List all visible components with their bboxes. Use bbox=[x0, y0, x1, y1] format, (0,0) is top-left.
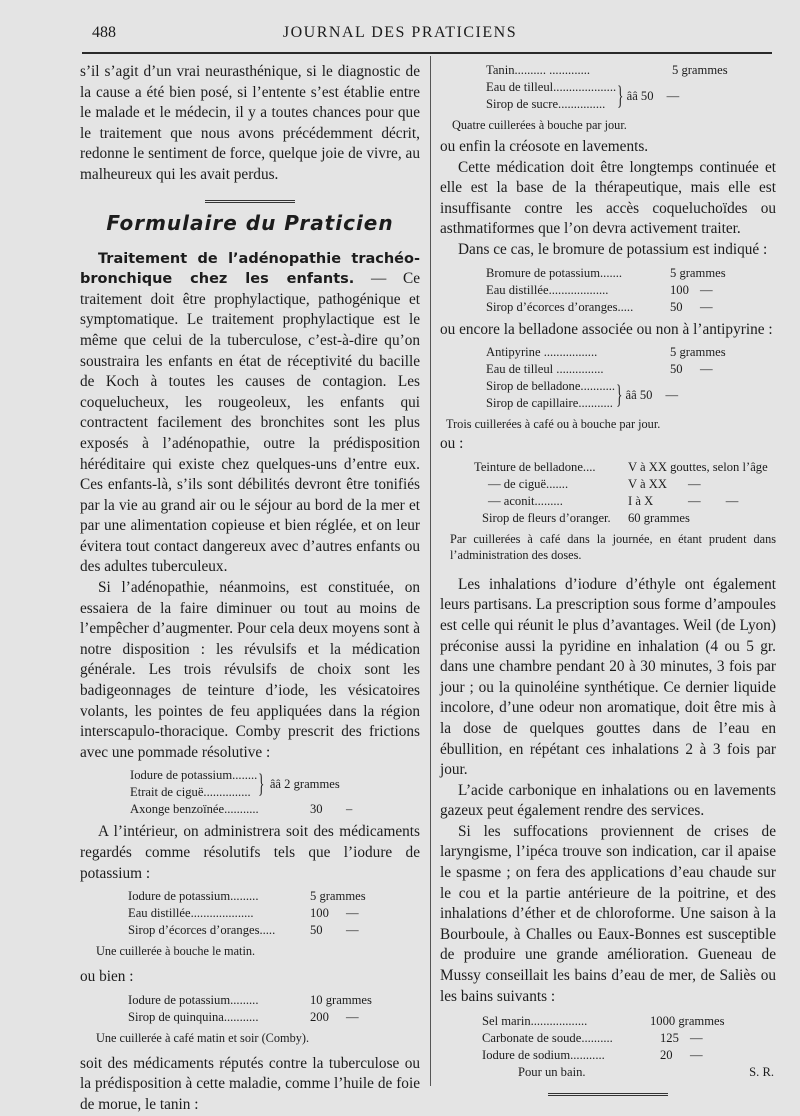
section-title: Formulaire du Praticien bbox=[106, 210, 394, 235]
prescription-quantity: 50 bbox=[670, 299, 683, 314]
prescription-note: Trois cuillerées à café ou à bouche par jour. bbox=[446, 417, 661, 432]
prescription-row bbox=[128, 905, 420, 922]
article-subhead: Traitement de l’adénopathie trachéo-bronchique chez les enfants. bbox=[80, 250, 420, 288]
brace-symbol: } bbox=[616, 380, 623, 410]
prescription-row bbox=[482, 1030, 776, 1047]
prescription-quantity: 5 grammes bbox=[672, 63, 728, 77]
prescription-ingredient: Sirop de fleurs d’oranger. bbox=[482, 510, 611, 525]
prescription-note: Par cuillerées à café dans la journée, en étant prudent dans l’administration des doses. bbox=[450, 531, 776, 562]
prescription-unit: — bbox=[346, 906, 359, 921]
header-rule bbox=[82, 52, 772, 54]
prescription-brace-group bbox=[486, 378, 776, 412]
paragraph: Les inhalations d’iodure d’éthyle ont également leurs partisans. La prescription sous forme d’ampoules est celle qui réunit le plus d’avantages. Weil (de Lyon) préconise aussi la pyridine en inhalation (4 ou 5 gr. dans une chambre pendant 20 à 30 minutes, 3 fois par jour ; ou la quinoléine synthétique. Ce dernier liquide incolore, d’une odeur non aromatique, doit être mis à la dose de quelques gouttes dans de l’eau en ébullition, en répétant ces inhalations 2 à 3 fois par jour. bbox=[440, 575, 776, 779]
prescription-4 bbox=[486, 62, 776, 113]
prescription-ingredient: — aconit......... bbox=[488, 493, 563, 508]
prescription-ingredient: Antipyrine ................. bbox=[486, 345, 598, 360]
prescription-3 bbox=[128, 992, 420, 1026]
prescription-ingredient: Tanin.......... ............. bbox=[486, 63, 591, 77]
prescription-unit: — bbox=[690, 1031, 703, 1046]
paragraph: Dans ce cas, le bromure de potassium est indiqué : bbox=[458, 240, 768, 258]
prescription-quantity: 5 grammes bbox=[310, 889, 366, 904]
paragraph: s’il s’agit d’un vrai neurasthénique, si le diagnostic de la cause a été bien posé, si l’entente s’est établie entre le malade et le médecin, il y a toutes chances pour que le traitement que nous avons précédemment décrit, redonne le sentiment de force, quelque joie de vivre, au malheureux qui les avait perdus. bbox=[80, 63, 420, 183]
prescription-quantity: 100 bbox=[310, 906, 329, 921]
prescription-7 bbox=[474, 459, 776, 527]
prescription-quantity: 100 bbox=[670, 282, 689, 297]
prescription-unit: — bbox=[700, 282, 713, 297]
prescription-1 bbox=[130, 767, 420, 818]
prescription-ingredient: Sel marin.................. bbox=[482, 1014, 588, 1029]
prescription-quantity: ââ 50 bbox=[626, 88, 654, 103]
journal-title: JOURNAL DES PRATICIENS bbox=[282, 24, 518, 41]
prescription-note: Une cuillerée à bouche le matin. bbox=[96, 944, 256, 959]
prescription-5 bbox=[486, 265, 776, 316]
prescription-ingredient: Sirop de quinquina........... bbox=[128, 1009, 259, 1024]
prescription-unit: — bbox=[665, 387, 679, 402]
prescription-ingredient: Sirop d’écorces d’oranges..... bbox=[486, 299, 634, 314]
prescription-row bbox=[518, 1064, 774, 1081]
prescription-quantity: 30 bbox=[310, 802, 323, 817]
prescription-ingredient: Eau de tilleul.................... bbox=[486, 80, 617, 94]
prescription-unit: — bbox=[700, 299, 713, 314]
prescription-ingredient: Axonge benzoïnée........... bbox=[130, 802, 259, 817]
prescription-row bbox=[128, 922, 420, 939]
prescription-brace-group bbox=[486, 79, 776, 113]
prescription-row bbox=[474, 510, 776, 527]
paragraph: soit des médicaments réputés contre la tuberculose ou la prédisposition à cette maladie, comme l’huile de foie de morue, le tanin : bbox=[80, 1054, 420, 1113]
paragraph: A l’intérieur, on administrera soit des médicaments regardés comme résolutifs tels que l’iodure de potassium : bbox=[80, 823, 420, 882]
prescription-unit: — bbox=[346, 923, 359, 938]
brace-symbol: } bbox=[258, 769, 265, 799]
prescription-ingredient: Etrait de ciguë............... bbox=[130, 785, 251, 800]
prescription-row bbox=[128, 992, 420, 1009]
prescription-ingredient: Eau distillée................... bbox=[486, 282, 609, 297]
prescription-row bbox=[482, 1047, 776, 1064]
prescription-unit: — bbox=[690, 1048, 703, 1063]
paragraph: Si les suffocations proviennent de crises de laryngisme, l’ipéca trouve son indication, car il apaise le spasme ; on fera des applications d’eau chaude sur le cou et la partie antérieure de la poitrine, et des inhalations d’éther et de chloroforme. Une saison à la Bourboule, à Challes ou Eaux-Bonnes est susceptible de produire une grande amélioration. Gueneau de Mussy conseillait les bains d’eau de mer, de Saliès ou les bains suivants : bbox=[440, 822, 776, 1005]
prescription-unit: — — bbox=[688, 493, 739, 508]
prescription-quantity: ââ 50 bbox=[625, 387, 653, 402]
paragraph bbox=[80, 249, 420, 579]
prescription-row bbox=[482, 1013, 776, 1030]
paragraph: Cette médication doit être longtemps continuée et elle est la base de la thérapeutique, mais elle est insuffisante contre les accès coqueluchoïdes ou asthmatiformes que l’on devra activement traiter. bbox=[440, 158, 776, 238]
prescription-ingredient: Sirop de capillaire........... bbox=[486, 396, 613, 411]
column-divider bbox=[430, 56, 431, 1086]
prescription-quantity: 60 grammes bbox=[628, 510, 690, 525]
prescription-quantity: 10 grammes bbox=[310, 992, 372, 1007]
prescription-row bbox=[486, 282, 776, 299]
paragraph: Si l’adénopathie, néanmoins, est constituée, on essaiera de la faire diminuer ou tout au moins de l’empêcher d’augmenter. Pour cela deux moyens sont à notre disposition : les révulsifs et la médication générale. Les trois révulsifs de choix sont les badigeonnages de teinture d’iode, les vésicatoires volants, les pointes de feu appliquées dans la région interscapulo-thoracique. Comby prescrit des frictions avec une pommade résolutive : bbox=[80, 579, 420, 761]
prescription-quantity: 1000 grammes bbox=[650, 1014, 725, 1029]
prescription-8 bbox=[482, 1013, 776, 1081]
prescription-note: Pour un bain. bbox=[518, 1065, 586, 1080]
paragraph: L’acide carbonique en inhalations ou en lavements gazeux peut également rendre des services. bbox=[440, 781, 776, 820]
paragraph: ou encore la belladone associée ou non à l’antipyrine : bbox=[440, 320, 773, 338]
prescription-row bbox=[474, 459, 776, 476]
prescription-unit: — bbox=[666, 88, 680, 103]
prescription-ingredient: Iodure de potassium......... bbox=[128, 992, 259, 1007]
prescription-row bbox=[486, 62, 776, 79]
paragraph: ou : bbox=[440, 435, 464, 453]
prescription-quantity: 50 bbox=[670, 362, 683, 377]
prescription-quantity: 125 bbox=[660, 1031, 679, 1046]
paragraph: ou enfin la créosote en lavements. bbox=[440, 138, 649, 155]
prescription-row bbox=[130, 801, 420, 818]
right-column bbox=[440, 62, 776, 1096]
prescription-row bbox=[486, 299, 776, 316]
prescription-ingredient: Eau de tilleul ............... bbox=[486, 362, 604, 377]
page-number: 488 bbox=[92, 24, 116, 41]
prescription-note: Une cuillerée à café matin et soir (Comby). bbox=[96, 1030, 310, 1045]
prescription-unit: – bbox=[346, 802, 353, 817]
paragraph: ou bien : bbox=[80, 968, 134, 986]
paragraph-text: — Ce traitement doit être prophylactique, pathogénique et symptomatique. Le traitement prophylactique est le même que celui de la tuberculose, c’est-à-dire qu’on soustraira les enfants en état de réceptivité du bacille de Koch à toutes les causes de contagion. Les coquelucheux, les rougeoleux, les enfants qui contractent facilement des bronchites sont les plus exposés à l’adénopathie, outre la prédisposition héréditaire qui existe chez quelques-uns d’entre eux. Ces enfants-là, s’ils sont débilités devront être tonifiés par la vie au grand air ou le séjour au bord de la mer et par une alimentation copieuse et bien réglée, et on leur évitera tout contact dangereux avec d’autres enfants ou des adultes tuberculeux. bbox=[80, 270, 420, 576]
prescription-unit: — bbox=[700, 362, 713, 377]
prescription-row bbox=[486, 265, 776, 282]
prescription-ingredient: Sirop d’écorces d’oranges..... bbox=[128, 923, 276, 938]
section-rule bbox=[205, 200, 295, 205]
prescription-ingredient: Iodure de sodium........... bbox=[482, 1048, 605, 1063]
prescription-unit: — bbox=[688, 476, 701, 491]
prescription-row bbox=[128, 888, 420, 905]
prescription-row bbox=[486, 361, 776, 378]
brace-symbol: } bbox=[617, 81, 624, 110]
prescription-quantity: 50 bbox=[310, 923, 323, 938]
prescription-quantity: V à XX gouttes, selon l’âge bbox=[628, 459, 768, 474]
prescription-note: Quatre cuillerées à bouche par jour. bbox=[452, 118, 627, 132]
prescription-ingredient: Bromure de potassium....... bbox=[486, 265, 623, 280]
prescription-quantity: V à XX bbox=[628, 476, 667, 491]
prescription-row bbox=[474, 476, 776, 493]
prescription-quantity: ââ 2 grammes bbox=[269, 776, 340, 791]
prescription-ingredient: Iodure de potassium........ bbox=[130, 768, 258, 783]
prescription-row bbox=[486, 344, 776, 361]
prescription-ingredient: Carbonate de soude.......... bbox=[482, 1031, 613, 1046]
prescription-2 bbox=[128, 888, 420, 939]
prescription-ingredient: Sirop de sucre............... bbox=[486, 97, 606, 111]
prescription-ingredient: Sirop de belladone........... bbox=[486, 379, 616, 394]
prescription-ingredient: Teinture de belladone.... bbox=[474, 459, 596, 474]
prescription-ingredient: — de ciguë....... bbox=[488, 476, 569, 491]
prescription-6 bbox=[486, 344, 776, 412]
prescription-quantity: I à X bbox=[628, 493, 654, 508]
prescription-brace-group bbox=[130, 767, 420, 801]
prescription-quantity: 5 grammes bbox=[670, 345, 726, 360]
prescription-ingredient: Iodure de potassium......... bbox=[128, 889, 259, 904]
prescription-quantity: 200 bbox=[310, 1009, 329, 1024]
prescription-row bbox=[128, 1009, 420, 1026]
prescription-quantity: 20 bbox=[660, 1048, 673, 1063]
page-header bbox=[0, 24, 800, 48]
author-signature: S. R. bbox=[749, 1065, 774, 1080]
prescription-unit: — bbox=[346, 1009, 359, 1024]
prescription-row bbox=[474, 493, 776, 510]
left-column bbox=[80, 62, 420, 1116]
prescription-quantity: 5 grammes bbox=[670, 265, 726, 280]
prescription-ingredient: Eau distillée.................... bbox=[128, 906, 254, 921]
